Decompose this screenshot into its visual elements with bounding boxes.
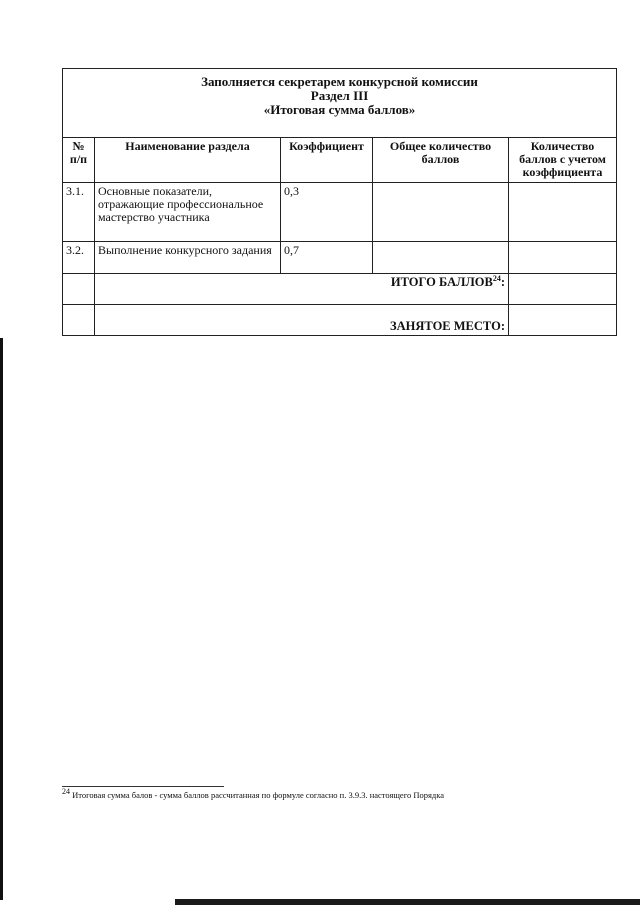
title-line-2: Раздел III <box>310 88 369 103</box>
row-coef: 0,7 <box>281 242 373 274</box>
row-weighted-cell[interactable] <box>509 183 617 242</box>
footnote-text: Итоговая сумма балов - сумма баллов рассчитанная по формуле согласно п. 3.9.3. настоящего Порядка <box>70 790 445 800</box>
row-num: 3.2. <box>63 242 95 274</box>
row-num: 3.1. <box>63 183 95 242</box>
place-empty-num-cell <box>63 305 95 336</box>
col-coef-header: Коэффициент <box>281 138 373 183</box>
footnote-ref: 24 <box>492 273 501 283</box>
row-total-cell[interactable] <box>373 242 509 274</box>
title-line-3: «Итоговая сумма баллов» <box>263 102 416 117</box>
total-score-colon: : <box>500 275 505 289</box>
footnote-mark: 24 <box>62 787 70 797</box>
col-weighted-header: Количество баллов с учетом коэффициента <box>509 138 617 183</box>
final-score-table <box>62 68 617 336</box>
total-score-text: ИТОГО БАЛЛОВ <box>390 275 493 289</box>
column-header-row <box>63 138 617 183</box>
col-num-header: № п/п <box>63 138 95 183</box>
footnote <box>62 787 542 801</box>
place-row <box>63 305 617 336</box>
col-total-header: Общее количество баллов <box>373 138 509 183</box>
row-coef: 0,3 <box>281 183 373 242</box>
place-label: ЗАНЯТОЕ МЕСТО: <box>95 305 509 336</box>
table-row <box>63 183 617 242</box>
scan-left-edge <box>0 338 3 900</box>
place-value-cell[interactable] <box>509 305 617 336</box>
scan-bottom-edge <box>175 899 640 905</box>
row-total-cell[interactable] <box>373 183 509 242</box>
col-name-header: Наименование раздела <box>95 138 281 183</box>
total-score-value-cell[interactable] <box>509 274 617 305</box>
row-name: Основные показатели, отражающие профессиональное мастерство участника <box>95 183 281 242</box>
table-title-row <box>63 69 617 138</box>
table-row <box>63 242 617 274</box>
total-score-label <box>95 274 509 305</box>
table-title <box>63 69 617 138</box>
footnote-separator <box>62 786 224 787</box>
row-name: Выполнение конкурсного задания <box>95 242 281 274</box>
total-score-row <box>63 274 617 305</box>
title-line-1: Заполняется секретарем конкурсной комиссии <box>201 74 478 89</box>
total-empty-num-cell <box>63 274 95 305</box>
row-weighted-cell[interactable] <box>509 242 617 274</box>
